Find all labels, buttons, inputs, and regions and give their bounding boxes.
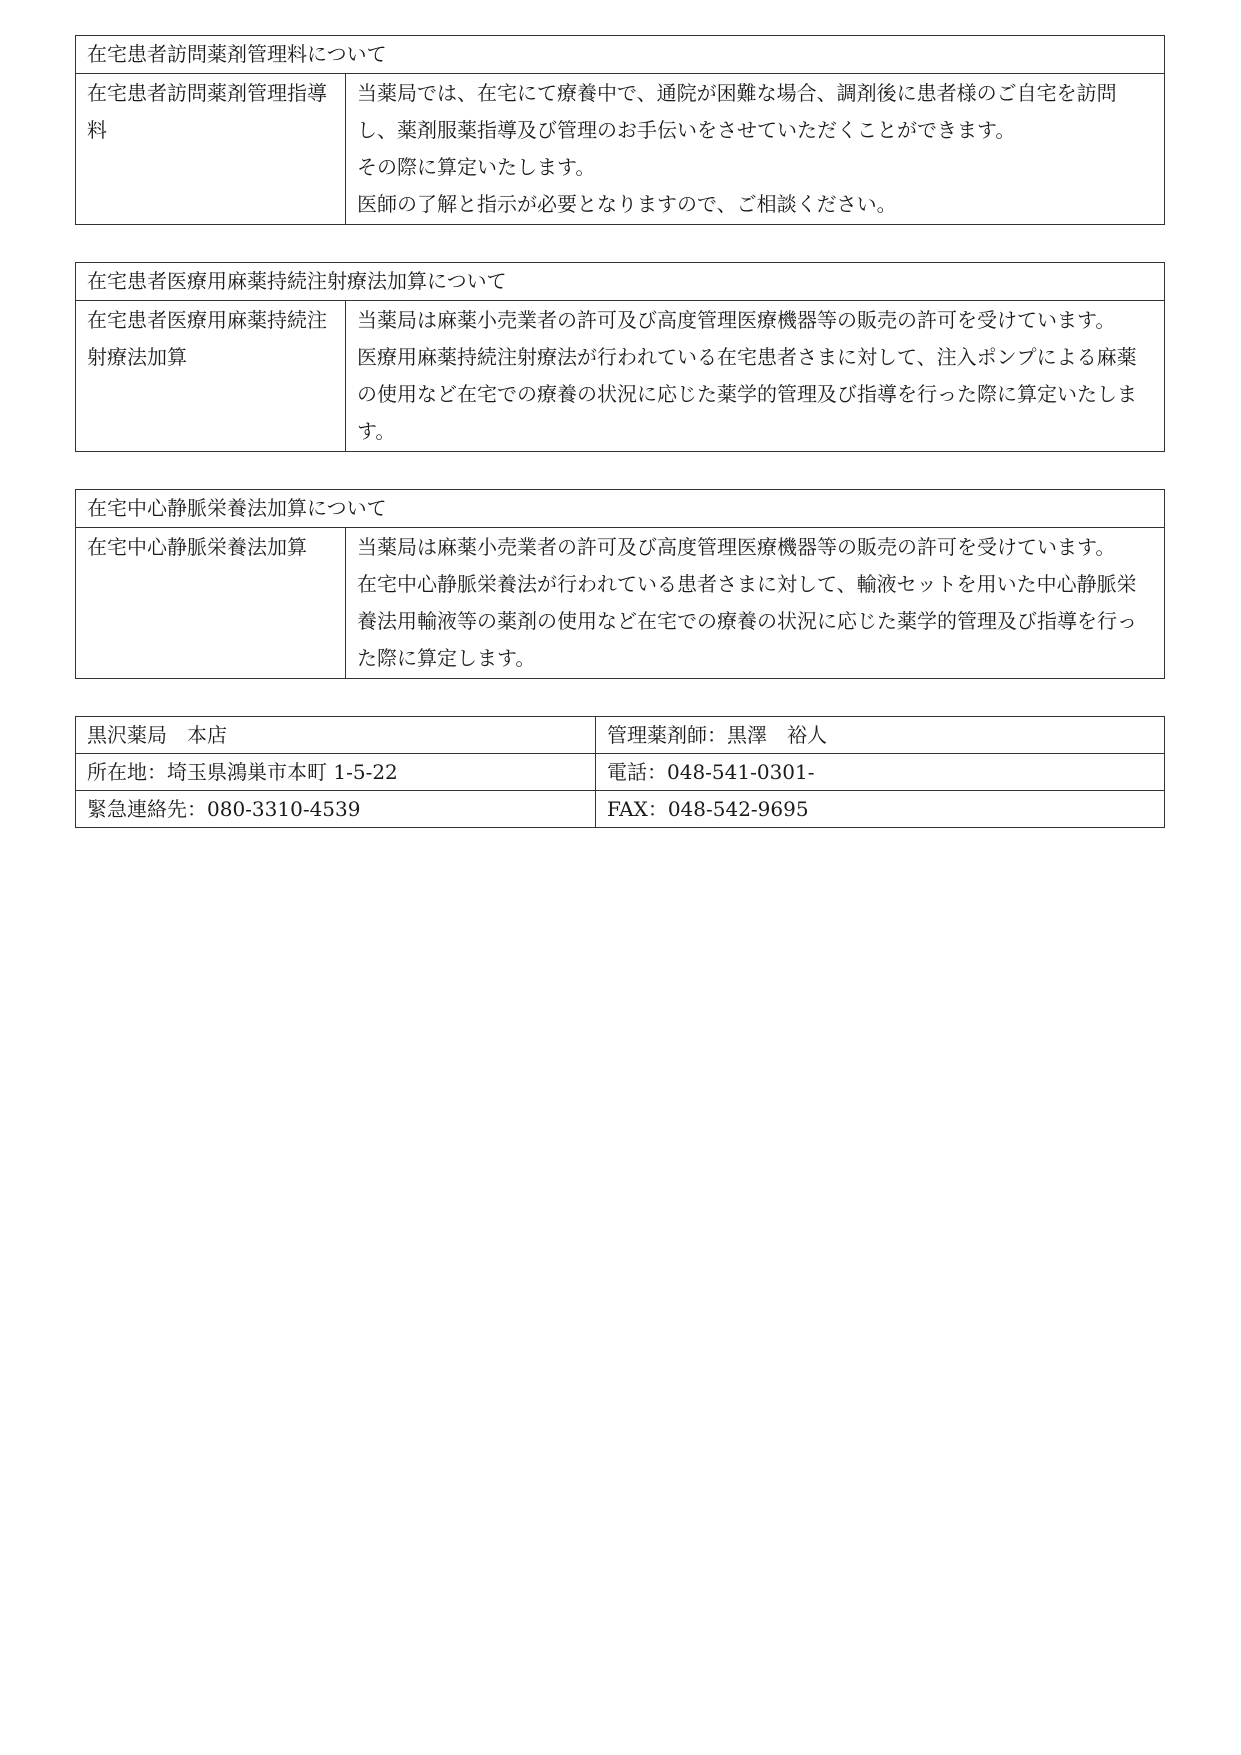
section-label: 在宅中心静脈栄養法加算 — [76, 528, 346, 679]
document-page — [75, 35, 1165, 828]
pharmacy-address: 所在地：埼玉県鴻巣市本町 1-5-22 — [76, 754, 596, 791]
pharmacy-phone: 電話：048-541-0301- — [596, 754, 1165, 791]
section-body — [346, 74, 1165, 225]
section-home-visit-management — [75, 35, 1165, 225]
section-body — [346, 528, 1165, 679]
section-body — [346, 301, 1165, 452]
pharmacy-info-table — [75, 716, 1165, 828]
body-line: 医療用麻薬持続注射療法が行われている在宅患者さまに対して、注入ポンプによる麻薬の使用など在宅での療養の状況に応じた薬学的管理及び指導を行った際に算定いたします。 — [357, 345, 1137, 443]
body-line: 当薬局では、在宅にて療養中で、通院が困難な場合、調剤後に患者様のご自宅を訪問し、薬剤服薬指導及び管理のお手伝いをさせていただくことができます。 — [357, 81, 1117, 142]
section-title: 在宅患者訪問薬剤管理料について — [76, 36, 1165, 74]
pharmacy-fax: FAX：048-542-9695 — [596, 791, 1165, 828]
pharmacy-name: 黒沢薬局 本店 — [76, 717, 596, 754]
section-title: 在宅患者医療用麻薬持続注射療法加算について — [76, 263, 1165, 301]
pharmacy-manager: 管理薬剤師：黒澤 裕人 — [596, 717, 1165, 754]
section-narcotic-injection — [75, 262, 1165, 452]
body-line: 当薬局は麻薬小売業者の許可及び高度管理医療機器等の販売の許可を受けています。 — [357, 308, 1116, 332]
body-line: その際に算定いたします。 — [357, 155, 596, 179]
body-line: 当薬局は麻薬小売業者の許可及び高度管理医療機器等の販売の許可を受けています。 — [357, 535, 1116, 559]
section-label: 在宅患者医療用麻薬持続注射療法加算 — [76, 301, 346, 452]
body-line: 医師の了解と指示が必要となりますので、ご相談ください。 — [357, 192, 897, 216]
section-label: 在宅患者訪問薬剤管理指導料 — [76, 74, 346, 225]
section-central-venous-nutrition — [75, 489, 1165, 679]
body-line: 在宅中心静脈栄養法が行われている患者さまに対して、輸液セットを用いた中心静脈栄養法用輸液等の薬剤の使用など在宅での療養の状況に応じた薬学的管理及び指導を行った際に算定します。 — [357, 572, 1137, 670]
section-title: 在宅中心静脈栄養法加算について — [76, 490, 1165, 528]
pharmacy-emergency-contact: 緊急連絡先：080-3310-4539 — [76, 791, 596, 828]
